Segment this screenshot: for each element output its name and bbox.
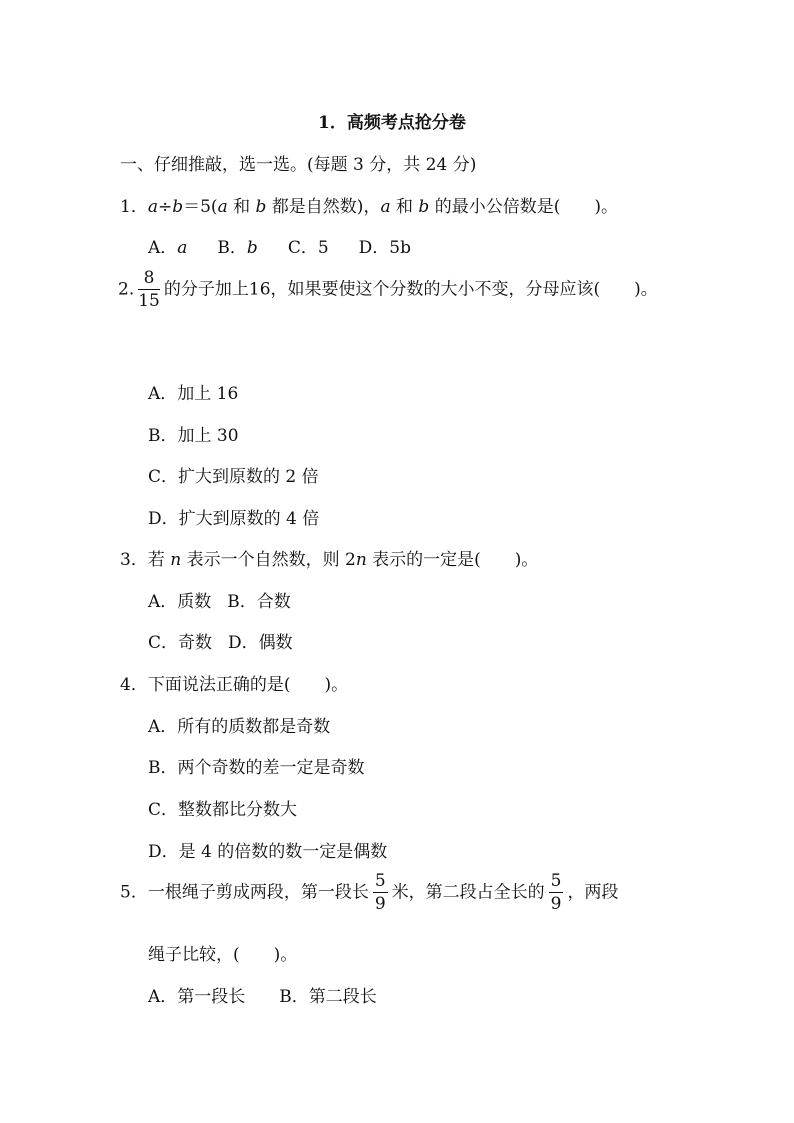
question-text: 和	[227, 197, 256, 217]
question-4-stem	[120, 670, 348, 695]
option-label: A．	[148, 987, 178, 1007]
fraction-numerator: 8	[138, 270, 160, 290]
option-label: A．	[148, 717, 178, 737]
option-text: b	[246, 238, 258, 258]
question-text: ，两段	[567, 882, 619, 903]
question-number: 4．	[120, 675, 148, 695]
option-c[interactable]	[148, 795, 297, 820]
fraction	[138, 270, 160, 310]
option-b[interactable]	[227, 592, 291, 612]
option-label: A．	[148, 592, 178, 612]
question-text: 表示一个自然数，则 2	[181, 550, 356, 570]
option-label: C．	[148, 800, 179, 820]
question-number: 5．	[120, 882, 148, 903]
fraction-denominator: 15	[138, 291, 160, 311]
option-text: 所有的质数都是奇数	[177, 717, 331, 737]
option-label: A．	[148, 238, 178, 258]
option-text: 扩大到原数的 4 倍	[178, 509, 320, 529]
option-label: D．	[358, 238, 390, 258]
option-label: D．	[228, 633, 259, 653]
question-3-stem	[120, 545, 538, 570]
option-b[interactable]	[148, 753, 365, 778]
option-text: 5	[317, 238, 329, 258]
question-3-options-row-1	[148, 587, 291, 612]
fraction	[373, 873, 388, 913]
fraction-numerator: 5	[374, 871, 386, 891]
question-number: 2.	[118, 279, 135, 300]
question-number: 1．	[120, 197, 148, 217]
question-text: 表示的一定是( )。	[366, 550, 539, 570]
question-text: 下面说法正确的是( )。	[147, 675, 349, 695]
option-label: C．	[287, 238, 318, 258]
var-a: a	[380, 197, 391, 217]
option-d[interactable]	[359, 238, 411, 258]
equals-text: ＝5(	[183, 197, 218, 217]
option-label: B．	[227, 592, 257, 612]
option-d[interactable]	[148, 837, 387, 862]
option-a[interactable]	[148, 379, 238, 404]
var-n: n	[170, 550, 182, 570]
option-c[interactable]	[148, 633, 212, 653]
var-a: a	[147, 197, 158, 217]
option-label: C．	[148, 467, 179, 487]
option-text: 是 4 的倍数的数一定是偶数	[178, 842, 388, 862]
option-a[interactable]	[148, 987, 245, 1007]
option-a[interactable]	[148, 712, 330, 737]
fraction	[549, 873, 564, 913]
option-text: 质数	[177, 592, 212, 612]
option-label: A．	[148, 384, 178, 404]
option-text: 第一段长	[177, 987, 246, 1007]
option-b[interactable]	[217, 238, 257, 258]
option-c[interactable]	[148, 462, 319, 487]
fraction-numerator: 5	[550, 871, 562, 891]
question-text: 若	[147, 550, 171, 570]
question-5-options	[148, 982, 377, 1007]
var-b: b	[255, 197, 267, 217]
option-text: 加上 16	[177, 384, 239, 404]
var-a: a	[217, 197, 228, 217]
option-text: 偶数	[258, 633, 293, 653]
question-text: 的分子加上16，如果要使这个分数的大小不变，分母应该( )。	[163, 279, 658, 300]
question-3-options-row-2	[148, 628, 293, 653]
var-b: b	[172, 197, 184, 217]
question-text: 米，第二段占全长的	[391, 882, 545, 903]
option-b[interactable]	[148, 421, 239, 446]
section-heading: 一、仔细推敲，选一选。(每题 3 分，共 24 分)	[120, 155, 477, 175]
var-n: n	[355, 550, 367, 570]
question-number: 3．	[120, 550, 148, 570]
option-c[interactable]	[288, 238, 329, 258]
fraction-denominator: 9	[374, 894, 386, 914]
question-5-stem-line-2: 绳子比较，( )。	[148, 945, 298, 965]
var-b: b	[418, 197, 430, 217]
question-5-stem	[120, 873, 618, 913]
question-1-options	[148, 233, 411, 258]
option-text: a	[177, 238, 188, 258]
question-text: 都是自然数)，	[266, 197, 381, 217]
option-a[interactable]	[148, 238, 187, 258]
option-text: 第二段长	[308, 987, 377, 1007]
question-text: 和	[390, 197, 419, 217]
option-b[interactable]	[279, 987, 377, 1007]
option-text: 奇数	[178, 633, 213, 653]
option-label: C．	[148, 633, 179, 653]
option-d[interactable]	[148, 504, 319, 529]
question-1-stem	[120, 192, 618, 217]
option-a[interactable]	[148, 592, 211, 612]
option-label: B．	[148, 758, 178, 778]
option-label: D．	[148, 842, 179, 862]
option-text: 合数	[256, 592, 291, 612]
question-2-stem	[118, 270, 658, 310]
question-text: 的最小公倍数是( )。	[429, 197, 618, 217]
option-text: 扩大到原数的 2 倍	[178, 467, 319, 487]
option-text: 两个奇数的差一定是奇数	[177, 758, 365, 778]
option-text: 整数都比分数大	[178, 800, 298, 820]
option-d[interactable]	[228, 633, 293, 653]
option-label: B．	[279, 987, 309, 1007]
option-label: B．	[148, 426, 178, 446]
question-text: 一根绳子剪成两段，第一段长	[147, 882, 369, 903]
option-text: 加上 30	[177, 426, 239, 446]
option-label: B．	[217, 238, 247, 258]
divide-sign: ÷	[157, 197, 173, 217]
option-label: D．	[148, 509, 179, 529]
page-title: 1．高频考点抢分卷	[318, 113, 466, 133]
option-text: 5b	[389, 238, 411, 258]
fraction-denominator: 9	[550, 894, 562, 914]
